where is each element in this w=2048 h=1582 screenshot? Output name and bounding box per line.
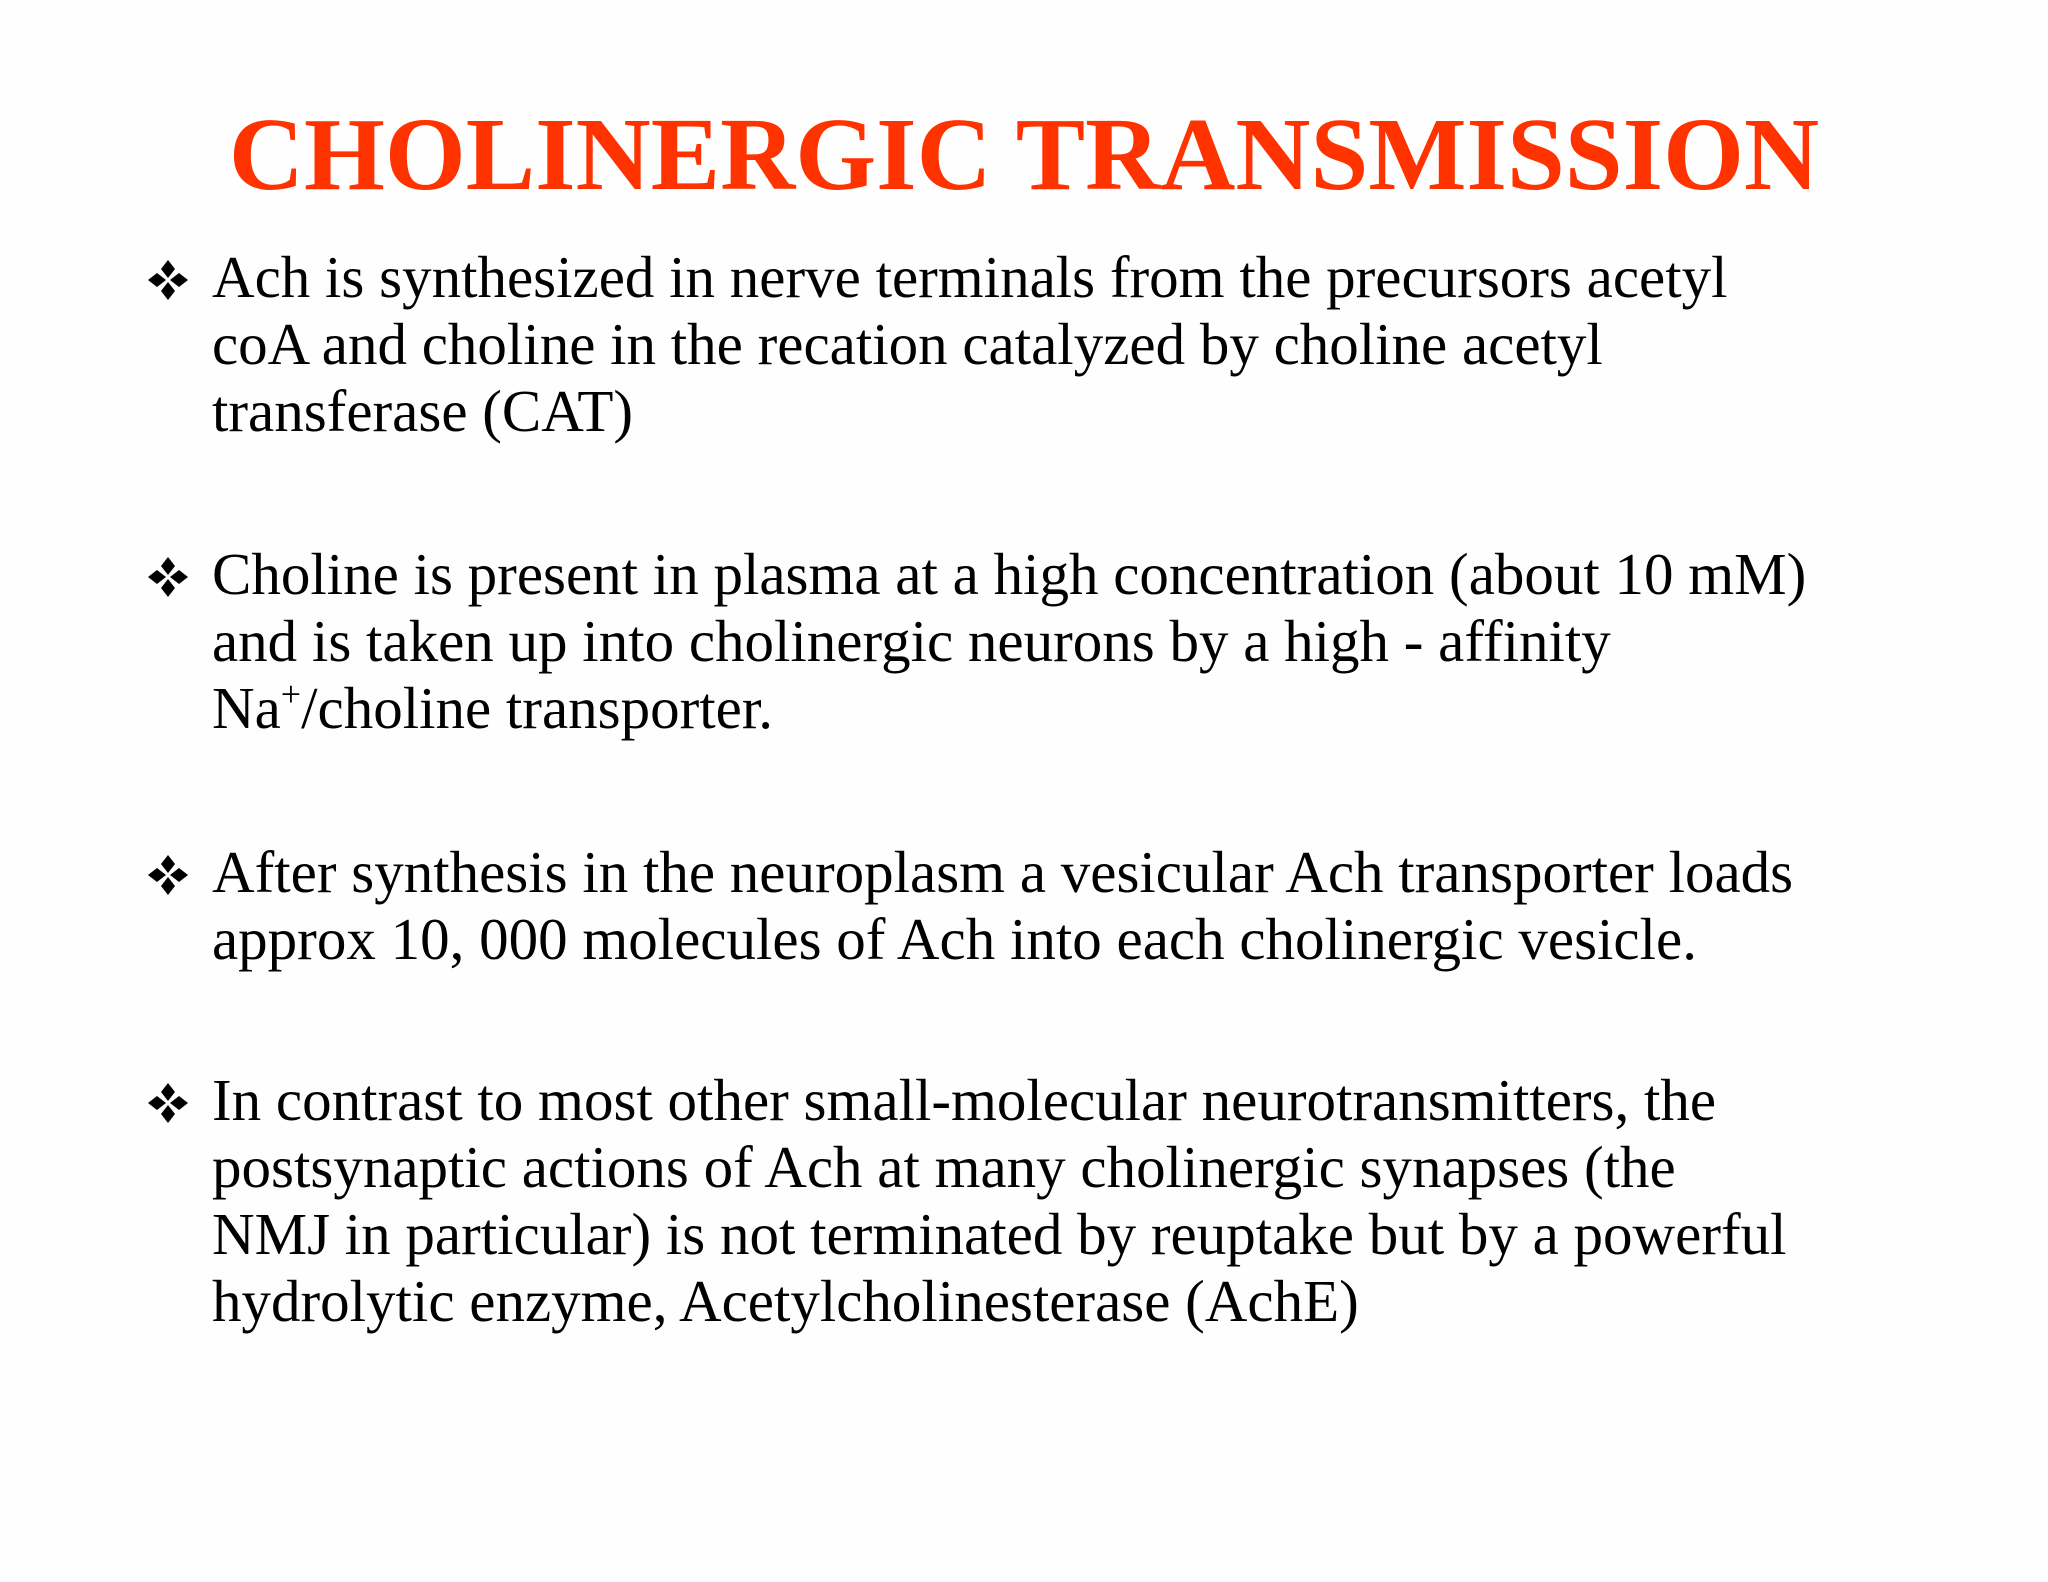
four-diamond-bullet-icon [146, 853, 190, 897]
bullet-text [212, 839, 2012, 973]
bullet-line: In contrast to most other small-molecular neurotransmitters, the [212, 1067, 1717, 1133]
bullet-line: coA and choline in the recation catalyzed by choline acetyl [212, 311, 1603, 377]
bullet-line: Ach is synthesized in nerve terminals from the precursors acetyl [212, 244, 1728, 310]
bullet-line: and is taken up into cholinergic neurons by a high - affinity [212, 608, 1611, 674]
four-diamond-bullet-icon [146, 555, 190, 599]
four-diamond-bullet-icon [146, 258, 190, 302]
bullet-text [212, 541, 2012, 742]
bullet-line: approx 10, 000 molecules of Ach into each cholinergic vesicle. [212, 906, 1697, 972]
four-diamond-bullet-icon [146, 1081, 190, 1125]
bullet-line: hydrolytic enzyme, Acetylcholinesterase (AchE) [212, 1268, 1359, 1334]
plus-superscript: + [280, 674, 302, 714]
sodium-symbol: Na [212, 675, 281, 741]
slide-title: CHOLINERGIC TRANSMISSION [228, 97, 1820, 212]
bullet-line [212, 675, 2012, 742]
bullet-line-rest: /choline transporter. [301, 675, 773, 741]
bullet-line: Choline is present in plasma at a high concentration (about 10 mM) [212, 541, 1807, 607]
bullet-line: postsynaptic actions of Ach at many cholinergic synapses (the [212, 1134, 1676, 1200]
bullet-line: transferase (CAT) [212, 378, 634, 444]
bullet-text [212, 1067, 2012, 1335]
bullet-line: After synthesis in the neuroplasm a vesicular Ach transporter loads [212, 839, 1794, 905]
bullet-text [212, 244, 2012, 445]
bullet-line: NMJ in particular) is not terminated by reuptake but by a powerful [212, 1201, 1787, 1267]
